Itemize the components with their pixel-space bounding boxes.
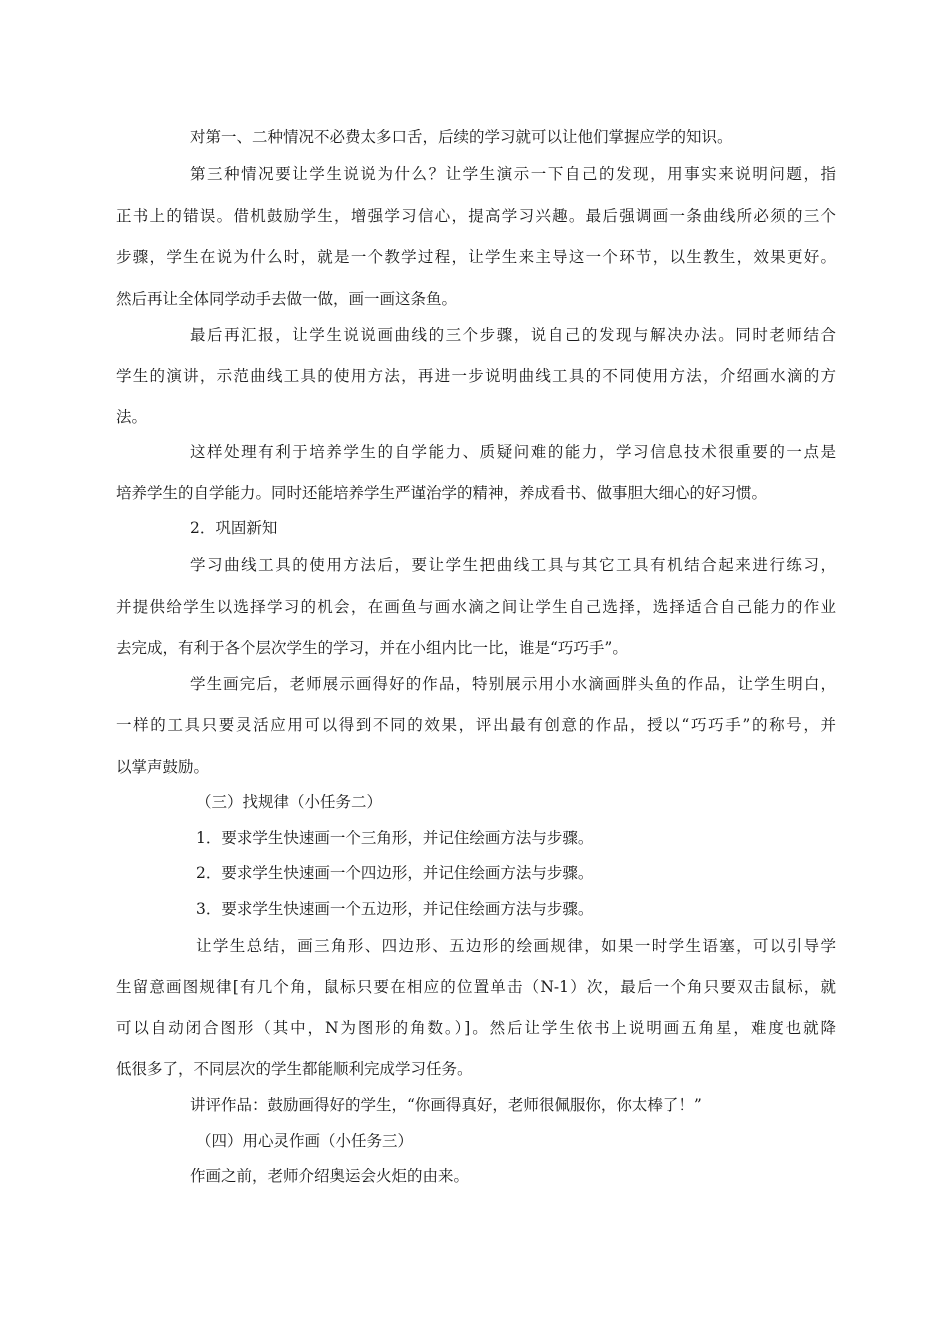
paragraph-line: 讲评作品：鼓励画得好的学生，“你画得真好，老师很佩服你，你太棒了！” [190, 1096, 702, 1114]
paragraph-line: 学生画完后，老师展示画得好的作品，特别展示用小水滴画胖头鱼的作品，让学生明白， [190, 675, 836, 693]
section-heading: （三）找规律（小任务二） [196, 793, 383, 811]
list-item: 3．要求学生快速画一个五边形，并记住绘画方法与步骤。 [196, 900, 594, 918]
paragraph-line: 一样的工具只要灵活应用可以得到不同的效果，评出最有创意的作品，授以“巧巧手”的称号，并 [116, 716, 836, 734]
paragraph-line: 让学生总结，画三角形、四边形、五边形的绘画规律，如果一时学生语塞，可以引导学 [196, 937, 836, 955]
paragraph-line: 然后再让全体同学动手去做一做，画一画这条鱼。 [116, 290, 458, 308]
paragraph-line: 去完成，有利于各个层次学生的学习，并在小组内比一比，谁是“巧巧手”。 [116, 639, 628, 657]
paragraph-line: 第三种情况要让学生说说为什么？让学生演示一下自己的发现，用事实来说明问题，指 [190, 165, 836, 183]
paragraph-line: 生留意画图规律[有几个角，鼠标只要在相应的位置单击（N-1）次，最后一个角只要双击鼠标，就 [116, 978, 836, 996]
paragraph-line: 最后再汇报，让学生说说画曲线的三个步骤，说自己的发现与解决办法。同时老师结合 [190, 326, 836, 344]
paragraph-line: 步骤，学生在说为什么时，就是一个教学过程，让学生来主导这一个环节，以生教生，效果更好。 [116, 248, 836, 266]
list-item: 1．要求学生快速画一个三角形，并记住绘画方法与步骤。 [196, 829, 594, 847]
paragraph-line: 这样处理有利于培养学生的自学能力、质疑问难的能力，学习信息技术很重要的一点是 [190, 443, 836, 461]
paragraph-line: 培养学生的自学能力。同时还能培养学生严谨治学的精神，养成看书、做事胆大细心的好习惯。 [116, 484, 768, 502]
paragraph-line: 正书上的错误。借机鼓励学生，增强学习信心，提高学习兴趣。最后强调画一条曲线所必须的三个 [116, 207, 836, 225]
paragraph-line: 对第一、二种情况不必费太多口舌，后续的学习就可以让他们掌握应学的知识。 [190, 128, 733, 146]
paragraph-line: 可以自动闭合图形（其中，N为图形的角数。）]。然后让学生依书上说明画五角星，难度也就降 [116, 1019, 836, 1037]
paragraph-line: 并提供给学生以选择学习的机会，在画鱼与画水滴之间让学生自己选择，选择适合自己能力的作业 [116, 598, 836, 616]
paragraph-line: 以掌声鼓励。 [116, 758, 210, 776]
paragraph-line: 学习曲线工具的使用方法后，要让学生把曲线工具与其它工具有机结合起来进行练习， [190, 556, 836, 574]
section-heading: （四）用心灵作画（小任务三） [196, 1132, 414, 1150]
paragraph-line: 低很多了，不同层次的学生都能顺利完成学习任务。 [116, 1060, 473, 1078]
paragraph-line: 法。 [116, 408, 148, 426]
list-item: 2．要求学生快速画一个四边形，并记住绘画方法与步骤。 [196, 864, 594, 882]
paragraph-line: 学生的演讲，示范曲线工具的使用方法，再进一步说明曲线工具的不同使用方法，介绍画水滴的方 [116, 367, 836, 385]
paragraph-line: 作画之前，老师介绍奥运会火炬的由来。 [190, 1167, 470, 1185]
section-heading: 2．巩固新知 [190, 519, 278, 537]
